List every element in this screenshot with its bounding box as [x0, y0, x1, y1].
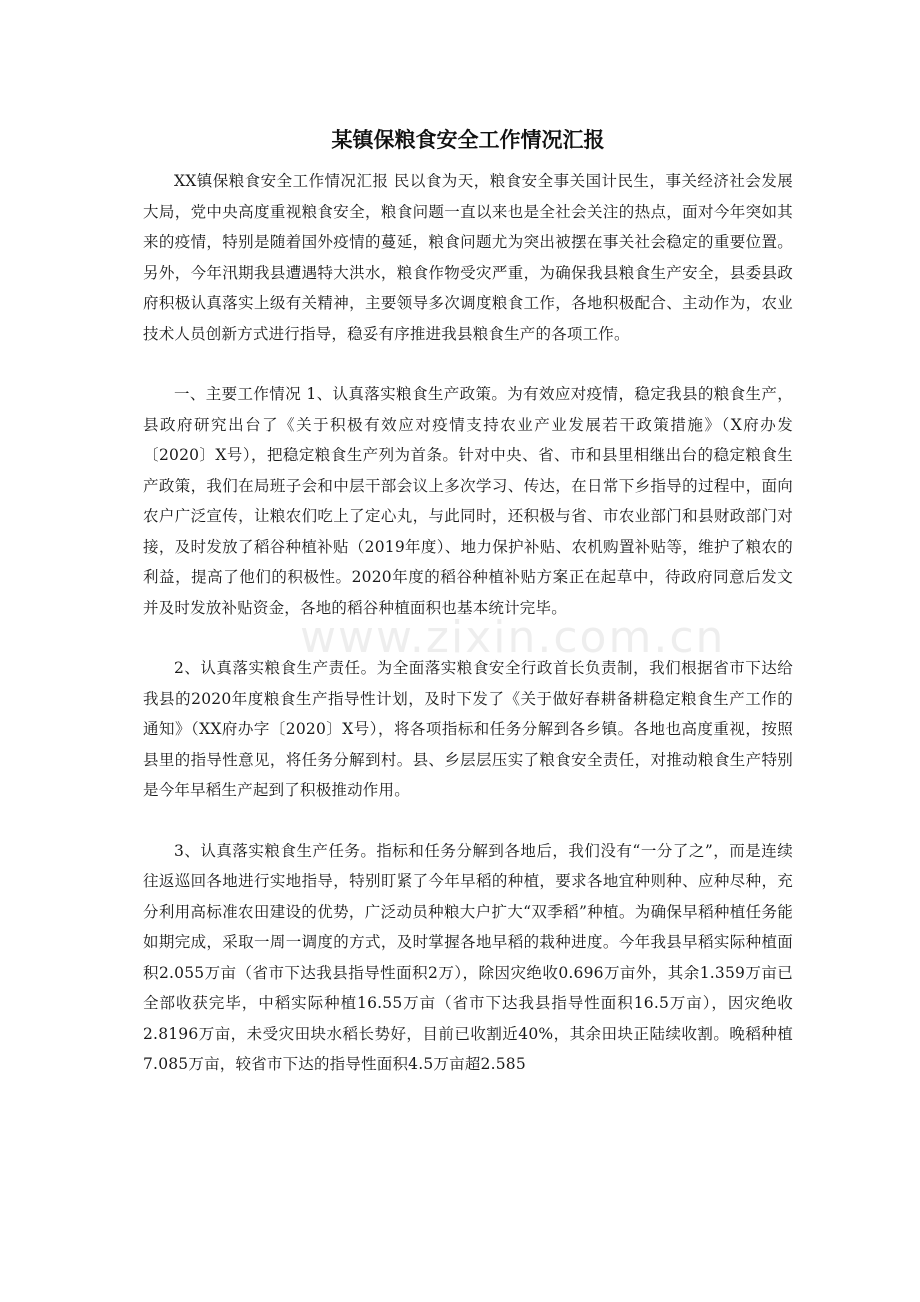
paragraph-section-2: 2、认真落实粮食生产责任。为全面落实粮食安全行政首长负责制，我们根据省市下达给我县的2020年度粮食生产指导性计划，及时下发了《关于做好春耕备耕稳定粮食生产工作的通知》（XX府办字〔2020〕X号），将各项指标和任务分解到各乡镇。各地也高度重视，按照县里的指导性意见，将任务分解到村。县、乡层层压实了粮食安全责任，对推动粮食生产特别是今年早稻生产起到了积极推动作用。: [143, 659, 793, 799]
document-page: [143, 118, 793, 1110]
document-title: 某镇保粮食安全工作情况汇报: [331, 128, 605, 152]
paragraph-intro: XX镇保粮食安全工作情况汇报 民以食为天，粮食安全事关国计民生，事关经济社会发展大局，党中央高度重视粮食安全，粮食问题一直以来也是全社会关注的热点，面对今年突如其来的疫情，特别是随着国外疫情的蔓延，粮食问题尤为突出被摆在事关社会稳定的重要位置。另外，今年汛期我县遭遇特大洪水，粮食作物受灾严重，为确保我县粮食生产安全，县委县政府积极认真落实上级有关精神，主要领导多次调度粮食工作，各地积极配合、主动作为，农业技术人员创新方式进行指导，稳妥有序推进我县粮食生产的各项工作。: [143, 172, 793, 343]
watermark: www.zixin.com.cn: [300, 612, 726, 663]
paragraph-section-1: 一、主要工作情况 1、认真落实粮食生产政策。为有效应对疫情，稳定我县的粮食生产，县政府研究出台了《关于积极有效应对疫情支持农业产业发展若干政策措施》（X府办发〔2020〕X号），把稳定粮食生产列为首条。针对中央、省、市和县里相继出台的稳定粮食生产政策，我们在局班子会和中层干部会议上多次学习、传达，在日常下乡指导的过程中，面向农户广泛宣传，让粮农们吃上了定心丸，与此同时，还积极与省、市农业部门和县财政部门对接，及时发放了稻谷种植补贴（2019年度）、地力保护补贴、农机购置补贴等，维护了粮农的利益，提高了他们的积极性。2020年度的稻谷种植补贴方案正在起草中，待政府同意后发文并及时发放补贴资金，各地的稻谷种植面积也基本统计完毕。: [143, 385, 793, 617]
paragraph-section-3: 3、认真落实粮食生产任务。指标和任务分解到各地后，我们没有“一分了之”，而是连续往返巡回各地进行实地指导，特别盯紧了今年早稻的种植，要求各地宜种则种、应种尽种，充分利用高标准农田建设的优势，广泛动员种粮大户扩大“双季稻”种植。为确保早稻种植任务能如期完成，采取一周一调度的方式，及时掌握各地早稻的栽种进度。今年我县早稻实际种植面积2.055万亩（省市下达我县指导性面积2万），除因灾绝收0.696万亩外，其余1.359万亩已全部收获完毕，中稻实际种植16.55万亩（省市下达我县指导性面积16.5万亩），因灾绝收2.8196万亩，未受灾田块水稻长势好，目前已收割近40%，其余田块正陆续收割。晚稻种植7.085万亩，较省市下达的指导性面积4.5万亩超2.585: [143, 841, 793, 1073]
